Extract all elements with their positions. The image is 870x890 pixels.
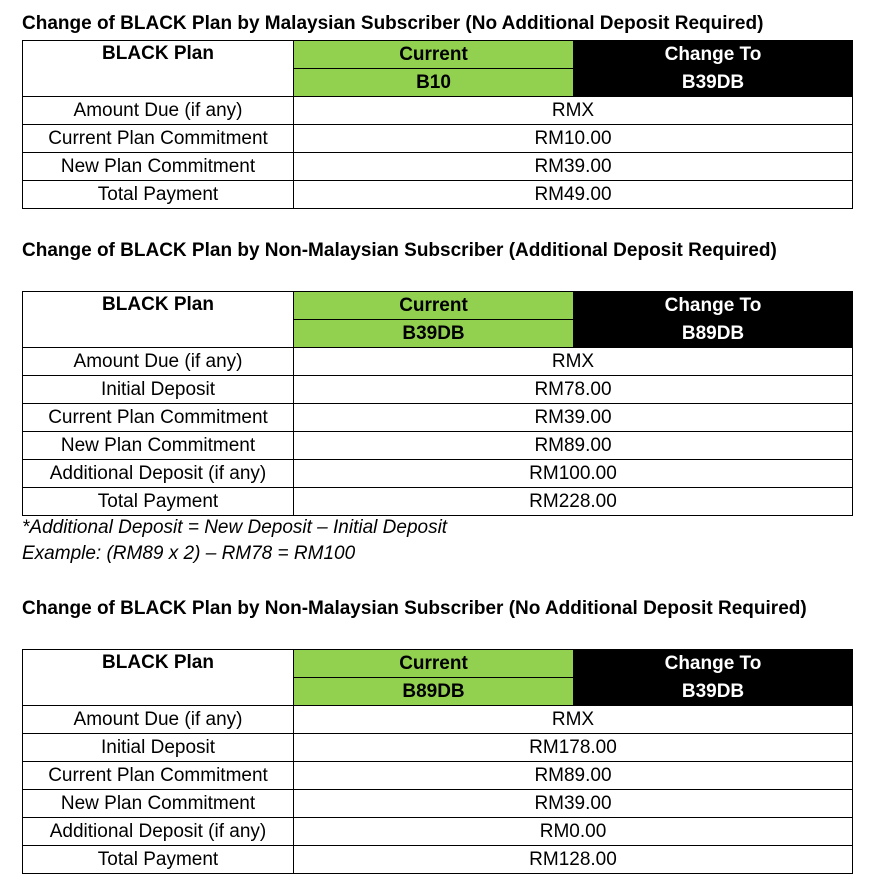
row-label: Additional Deposit (if any)	[23, 460, 294, 488]
row-value: RMX	[294, 97, 853, 125]
table-row	[23, 846, 853, 874]
row-value: RM10.00	[294, 125, 853, 153]
change-to-header: Change To	[574, 292, 853, 320]
row-label: Additional Deposit (if any)	[23, 818, 294, 846]
current-plan-code: B39DB	[294, 320, 574, 348]
row-label: Current Plan Commitment	[23, 404, 294, 432]
change-plan-code: B39DB	[574, 678, 853, 706]
plan-column-header: BLACK Plan	[23, 650, 294, 706]
table-row	[23, 376, 853, 404]
row-label: Amount Due (if any)	[23, 706, 294, 734]
row-label: Total Payment	[23, 181, 294, 209]
row-label: Current Plan Commitment	[23, 125, 294, 153]
row-value: RM39.00	[294, 404, 853, 432]
table-row	[23, 97, 853, 125]
table-row	[23, 818, 853, 846]
row-value: RM100.00	[294, 460, 853, 488]
row-label: Total Payment	[23, 846, 294, 874]
row-label: Total Payment	[23, 488, 294, 516]
table-row	[23, 488, 853, 516]
table-row	[23, 432, 853, 460]
table-row	[23, 762, 853, 790]
current-plan-code: B10	[294, 69, 574, 97]
current-header: Current	[294, 292, 574, 320]
table-row	[23, 404, 853, 432]
row-value: RM39.00	[294, 790, 853, 818]
current-header: Current	[294, 650, 574, 678]
table-header-row	[23, 41, 853, 69]
row-value: RM0.00	[294, 818, 853, 846]
row-value: RMX	[294, 348, 853, 376]
table-row	[23, 153, 853, 181]
current-plan-code: B89DB	[294, 678, 574, 706]
row-label: New Plan Commitment	[23, 790, 294, 818]
row-value: RMX	[294, 706, 853, 734]
section-title-1: Change of BLACK Plan by Malaysian Subscriber (No Additional Deposit Required)	[22, 13, 764, 34]
table-row	[23, 790, 853, 818]
row-value: RM89.00	[294, 432, 853, 460]
change-plan-code: B89DB	[574, 320, 853, 348]
row-value: RM39.00	[294, 153, 853, 181]
deposit-formula-note: *Additional Deposit = New Deposit – Initial Deposit	[22, 517, 448, 538]
table-row	[23, 460, 853, 488]
plan-table-2	[22, 291, 853, 516]
plan-table-1	[22, 40, 853, 209]
row-value: RM228.00	[294, 488, 853, 516]
row-value: RM78.00	[294, 376, 853, 404]
row-label: Initial Deposit	[23, 376, 294, 404]
plan-table-3	[22, 649, 853, 874]
table-header-row	[23, 292, 853, 320]
row-label: Amount Due (if any)	[23, 348, 294, 376]
row-value: RM178.00	[294, 734, 853, 762]
table-row	[23, 348, 853, 376]
row-label: New Plan Commitment	[23, 153, 294, 181]
table-row	[23, 125, 853, 153]
section-title-3: Change of BLACK Plan by Non-Malaysian Subscriber (No Additional Deposit Required)	[22, 598, 807, 619]
change-to-header: Change To	[574, 650, 853, 678]
current-header: Current	[294, 41, 574, 69]
change-to-header: Change To	[574, 41, 853, 69]
row-label: Current Plan Commitment	[23, 762, 294, 790]
plan-column-header: BLACK Plan	[23, 292, 294, 348]
table-row	[23, 734, 853, 762]
table-row	[23, 706, 853, 734]
row-label: New Plan Commitment	[23, 432, 294, 460]
deposit-example-note: Example: (RM89 x 2) – RM78 = RM100	[22, 543, 356, 564]
row-label: Amount Due (if any)	[23, 97, 294, 125]
table-header-row	[23, 650, 853, 678]
plan-column-header: BLACK Plan	[23, 41, 294, 97]
section-title-2: Change of BLACK Plan by Non-Malaysian Subscriber (Additional Deposit Required)	[22, 240, 777, 261]
change-plan-code: B39DB	[574, 69, 853, 97]
table-row	[23, 181, 853, 209]
row-value: RM49.00	[294, 181, 853, 209]
row-label: Initial Deposit	[23, 734, 294, 762]
row-value: RM128.00	[294, 846, 853, 874]
row-value: RM89.00	[294, 762, 853, 790]
